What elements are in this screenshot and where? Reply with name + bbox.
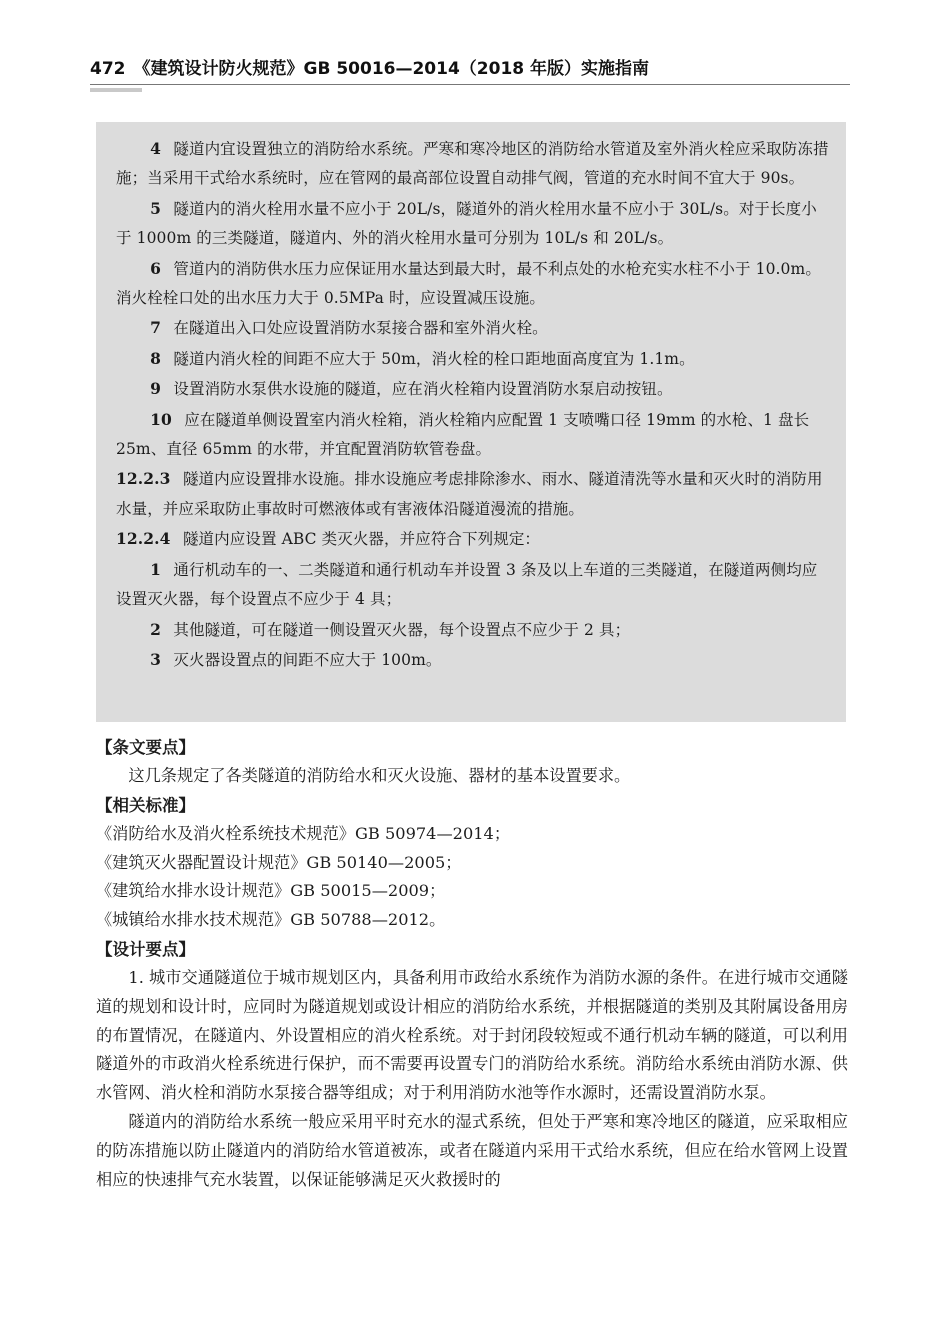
- code-item-7: 7 在隧道出入口处应设置消防水泵接合器和室外消火栓。: [150, 318, 548, 338]
- clause-12-2-4-item-1: 1 通行机动车的一、二类隧道和通行机动车并设置 3 条及以上车道的三类隧道，在隧道两侧均应设置灭火器，每个设置点不应少于 4 具；: [116, 559, 818, 609]
- clause-12-2-4-item-2: 2 其他隧道，可在隧道一侧设置灭火器，每个设置点不应少于 2 具；: [150, 619, 631, 639]
- heading-key-points: 【条文要点】: [96, 738, 195, 757]
- code-item-8: 8 隧道内消火栓的间距不应大于 50m，消火栓的栓口距地面高度宜为 1.1m。: [150, 348, 695, 368]
- header-rule: [90, 84, 850, 85]
- heading-related-standards: 【相关标准】: [96, 795, 195, 815]
- code-item-10: 10 应在隧道单侧设置室内消火栓箱，消火栓箱内应配置 1 支喷嘴口径 19mm 的水枪、1 盘长 25m、直径 65mm 的水带，并宜配置消防软管卷盘。: [116, 409, 810, 459]
- heading-design-points: 【设计要点】: [96, 939, 195, 959]
- standard-item: 《建筑灭火器配置设计规范》GB 50140—2005；: [96, 852, 462, 872]
- code-item-6: 6 管道内的消防供水压力应保证用水量达到最大时，最不利点处的水枪充实水柱不小于 10.0m。消火栓栓口处的出水压力大于 0.5MPa 时，应设置减压设施。: [116, 258, 821, 308]
- page-number: 472: [90, 59, 126, 79]
- clause-12-2-3: 12.2.3 隧道内应设置排水设施。排水设施应考虑排除渗水、雨水、隧道清洗等水量和灭火时的消防用水量，并应采取防止事故时可燃液体或有害液体沿隧道漫流的措施。: [116, 469, 823, 518]
- explanation-body: [96, 733, 848, 1194]
- standard-item: 《城镇给水排水技术规范》GB 50788—2012。: [96, 910, 446, 930]
- key-points-text: 这几条规定了各类隧道的消防给水和灭火设施、器材的基本设置要求。: [128, 766, 631, 785]
- standard-item: 《消防给水及消火栓系统技术规范》GB 50974—2014；: [96, 823, 511, 843]
- clause-12-2-4-item-3: 3 灭火器设置点的间距不应大于 100m。: [150, 649, 442, 669]
- standard-item: 《建筑给水排水设计规范》GB 50015—2009；: [96, 881, 446, 901]
- header-mark: [90, 88, 142, 92]
- code-item-5: 5 隧道内的消火栓用水量不应小于 20L/s，隧道外的消火栓用水量不应小于 30L/s。对于长度小于 1000m 的三类隧道，隧道内、外的消火栓用水量可分别为 10L/s 和 20L/s。: [116, 198, 817, 248]
- running-header: [90, 56, 850, 82]
- design-paragraph-1: 1. 城市交通隧道位于城市规划区内，具备利用市政给水系统作为消防水源的条件。在进行城市交通隧道的规划和设计时，应同时为隧道规划或设计相应的消防给水系统，并根据隧道的类别及其附属设备用房的布置情况，在隧道内、外设置相应的消火栓系统。对于封闭段较短或不通行机动车辆的隧道，可以利用隧道外的市政消火栓系统进行保护，而不需要再设置专门的消防给水系统。消防给水系统由消防水源、供水管网、消火栓和消防水泵接合器等组成；对于利用消防水池等作水源时，还需设置消防水泵。: [96, 967, 848, 1103]
- code-item-4: 4 隧道内宜设置独立的消防给水系统。严寒和寒冷地区的消防给水管道及室外消火栓应采取防冻措施；当采用干式给水系统时，应在管网的最高部位设置自动排气阀，管道的充水时间不宜大于 90s。: [116, 139, 829, 188]
- design-paragraph-2: 隧道内的消防给水系统一般应采用平时充水的湿式系统，但处于严寒和寒冷地区的隧道，应采取相应的防冻措施以防止隧道内的消防给水管道被冻，或者在隧道内采用干式给水系统，但应在给水管网上设置相应的快速排气充水装置，以保证能够满足灭火救援时的: [96, 1111, 848, 1189]
- code-text-box: [96, 122, 846, 722]
- book-title: 《建筑设计防火规范》GB 50016—2014（2018 年版）实施指南: [133, 59, 650, 79]
- clause-12-2-4: 12.2.4 隧道内应设置 ABC 类灭火器，并应符合下列规定：: [116, 529, 541, 549]
- code-item-9: 9 设置消防水泵供水设施的隧道，应在消火栓箱内设置消防水泵启动按钮。: [150, 379, 673, 399]
